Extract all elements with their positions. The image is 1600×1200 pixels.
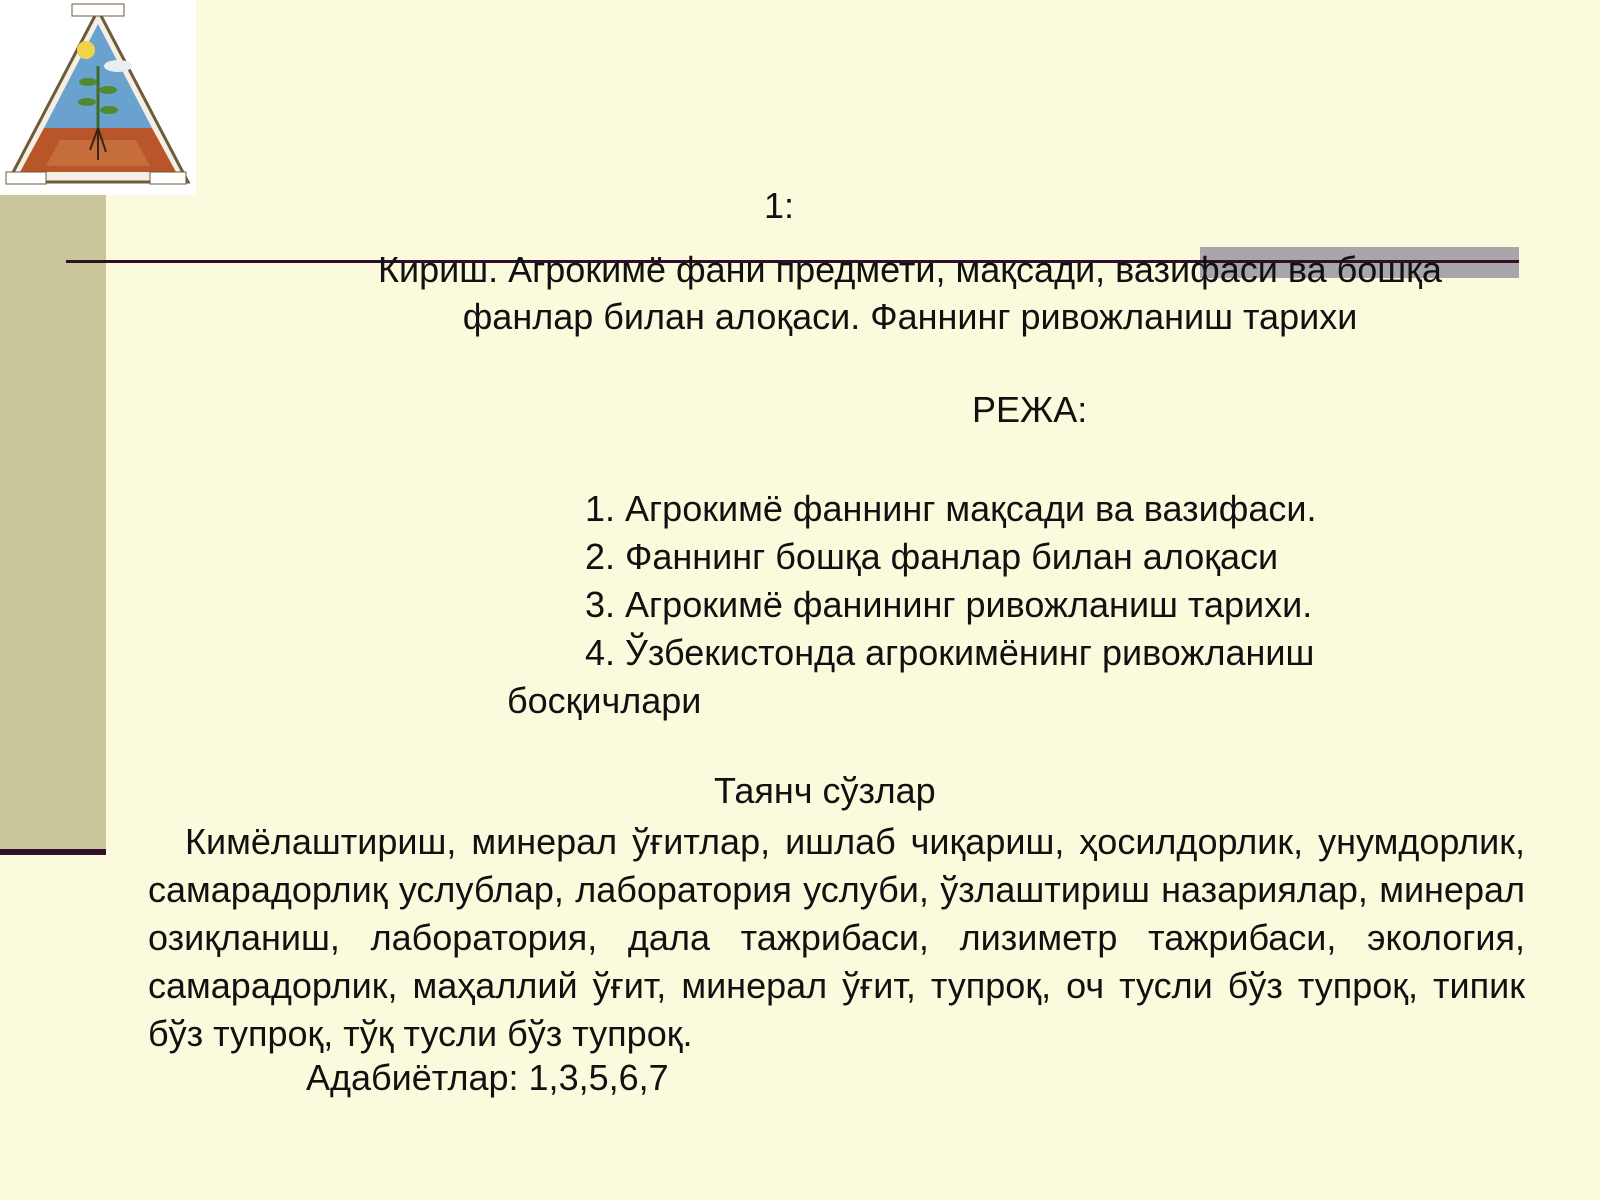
plan-list: [507, 485, 1316, 725]
plan-item: 2. Фаннинг бошқа фанлар билан алоқаси: [585, 536, 1279, 577]
plan-item: 1. Агрокимё фаннинг мақсади ва вазифаси.: [585, 488, 1317, 529]
keywords-paragraph: Кимёлаштириш, минерал ўғитлар, ишлаб чиқариш, ҳосилдорлик, унумдорлик, самарадорлиқ услублар, лаборатория услуби, ўзлаштириш назариялар, минерал озиқланиш, лаборатория, дала тажрибаси, лизиметр тажрибаси, экология, самарадорлик, маҳаллий ўғит, минерал ўғит, тупроқ, оч тусли бўз тупроқ, типик бўз тупроқ, тўқ тусли бўз тупроқ.: [148, 821, 1525, 1054]
slide-number: 1:: [764, 185, 795, 226]
slide-title: [300, 246, 1520, 340]
references: Адабиётлар: 1,3,5,6,7: [306, 1057, 669, 1098]
keywords-heading: Таянч сўзлар: [714, 770, 936, 811]
plan-heading: РЕЖА:: [972, 389, 1088, 430]
slide-title-line-1: Кириш. Агрокимё фани предмети, мақсади, вазифаси ва бошқа: [378, 249, 1442, 290]
logo: [0, 0, 196, 195]
plan-item-continuation: босқичлари: [507, 680, 702, 721]
plant-soil-fertilizer-triangle-icon: [0, 0, 196, 195]
left-sidebar-band: [0, 195, 106, 850]
plan-item: 3. Агрокимё фанининг ривожланиш тарихи.: [585, 584, 1313, 625]
slide-title-line-2: фанлар билан алоқаси. Фаннинг ривожланиш тарихи: [462, 296, 1358, 337]
sidebar-bottom-rule: [0, 849, 106, 855]
plan-item: 4. Ўзбекистонда агрокимёнинг ривожланиш: [585, 632, 1315, 673]
